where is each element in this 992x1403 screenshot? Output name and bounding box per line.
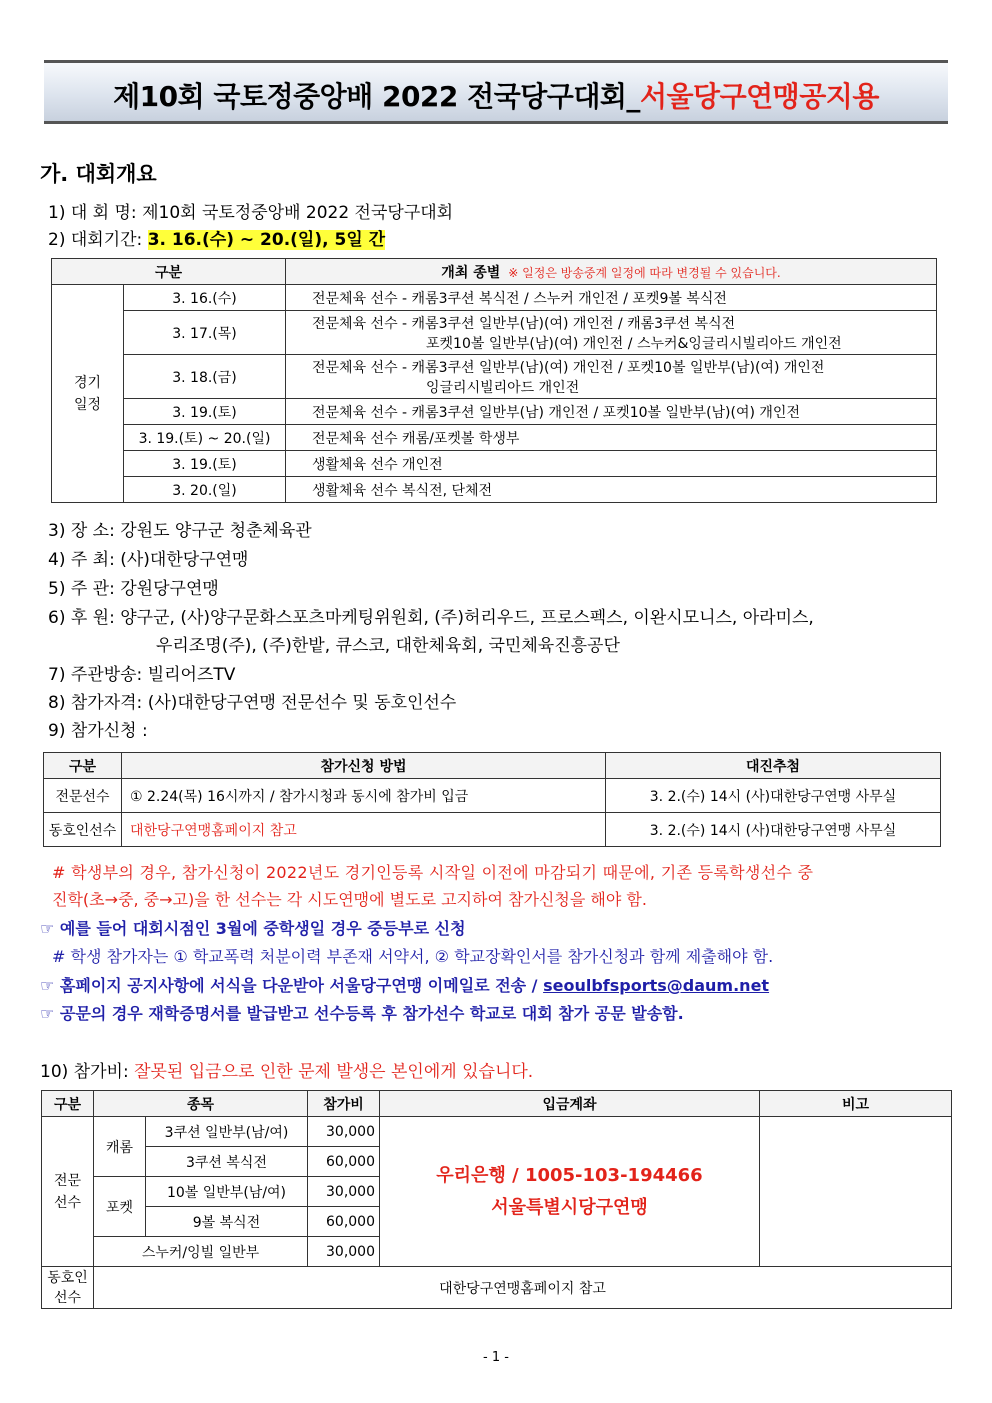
title-main: 제10회 국토정중앙배 2022 전국당구대회_ [113, 80, 640, 113]
fee-head-account: 입금계좌 [380, 1091, 760, 1117]
application-method-link[interactable]: 대한당구연맹홈페이지 참고 [122, 813, 606, 847]
schedule-event: 전문체육 선수 - 캐롬3쿠션 일반부(남)(여) 개인전 / 포켓10볼 일반부(남)(여) 개인전 잉글리시빌리아드 개인전 [286, 355, 937, 399]
detail-sponsors: 6) 후 원: 양구군, (사)양구문화스포츠마케팅위원회, (주)허리우드, 프로스펙스, 이완시모니스, 아라미스, [48, 608, 814, 628]
fee-head-event: 종목 [94, 1091, 308, 1117]
schedule-head-category: 구분 [52, 259, 286, 285]
application-draw: 3. 2.(수) 14시 (사)대한당구연맹 사무실 [606, 779, 941, 813]
application-table [43, 752, 941, 847]
fee-event: 9볼 복식전 [146, 1207, 308, 1237]
application-category: 동호인선수 [44, 813, 122, 847]
schedule-date: 3. 19.(토) [124, 451, 286, 477]
schedule-note: ※ 일정은 방송중계 일정에 따라 변경될 수 있습니다. [508, 265, 781, 280]
schedule-event: 전문체육 선수 캐롬/포켓볼 학생부 [286, 425, 937, 451]
fee-pro-label: 전문 선수 [42, 1117, 94, 1267]
overview-item-1: 1) 대 회 명: 제10회 국토정중앙배 2022 전국당구대회 [48, 203, 454, 223]
notice-documents: # 학생 참가자는 ① 학교폭력 처분이력 부존재 서약서, ② 학교장확인서를 참가신청과 함께 제출해야 함. [52, 947, 774, 966]
notice-example: ☞ 예를 들어 대회시점인 3월에 중학생일 경우 중등부로 신청 [40, 919, 466, 938]
fee-head-fee: 참가비 [308, 1091, 380, 1117]
fee-pocket-label: 포켓 [94, 1177, 146, 1237]
fee-head-category: 구분 [42, 1091, 94, 1117]
application-category: 전문선수 [44, 779, 122, 813]
notice-email: ☞ 홈페이지 공지사항에 서식을 다운받아 서울당구연맹 이메일로 전송 / seoulbfsports@daum.net [40, 976, 770, 995]
document-title [113, 75, 879, 115]
fee-amount: 30,000 [308, 1117, 380, 1147]
fee-amateur-label: 동호인 선수 [42, 1267, 94, 1309]
fee-carom-label: 캐롬 [94, 1117, 146, 1177]
fee-amount: 60,000 [308, 1147, 380, 1177]
notice-student-cont: 진학(초→중, 중→고)을 한 선수는 각 시도연맹에 별도로 고지하여 참가신청을 해야 함. [52, 890, 647, 909]
schedule-event: 생활체육 선수 복식전, 단체전 [286, 477, 937, 503]
section-heading: 가. 대회개요 [40, 162, 157, 186]
detail-organizer: 5) 주 관: 강원당구연맹 [48, 579, 219, 599]
detail-broadcast: 7) 주관방송: 빌리어즈TV [48, 665, 236, 685]
detail-venue: 3) 장 소: 강원도 양구군 청춘체육관 [48, 521, 312, 541]
application-method: ① 2.24(목) 16시까지 / 참가시청과 동시에 참가비 입금 [122, 779, 606, 813]
schedule-date: 3. 19.(토) ~ 20.(일) [124, 425, 286, 451]
fee-amount: 30,000 [308, 1177, 380, 1207]
schedule-event: 전문체육 선수 - 캐롬3쿠션 일반부(남) 개인전 / 포켓10볼 일반부(남)(여) 개인전 [286, 399, 937, 425]
schedule-date: 3. 16.(수) [124, 285, 286, 311]
detail-sponsors-cont: 우리조명(주), (주)한밭, 큐스코, 대한체육회, 국민체육진흥공단 [156, 636, 620, 656]
detail-host: 4) 주 최: (사)대한당구연맹 [48, 550, 249, 570]
notice-official-letter: ☞ 공문의 경우 재학증명서를 발급받고 선수등록 후 참가선수 학교로 대회 참가 공문 발송함. [40, 1004, 684, 1023]
notice-student: # 학생부의 경우, 참가신청이 2022년도 경기인등록 시작일 이전에 마감되기 때문에, 기존 등록학생선수 중 [52, 863, 814, 882]
fee-note [760, 1117, 952, 1267]
fee-table [41, 1090, 952, 1309]
schedule-date: 3. 20.(일) [124, 477, 286, 503]
application-head-method: 참가신청 방법 [122, 753, 606, 779]
schedule-date: 3. 19.(토) [124, 399, 286, 425]
schedule-group-label: 경기 일정 [52, 285, 124, 503]
title-accent: 서울당구연맹공지용 [639, 80, 879, 113]
page-number: - 1 - [483, 1350, 509, 1365]
event-period: 3. 16.(수) ~ 20.(일), 5일 간 [147, 230, 386, 250]
schedule-table [51, 258, 937, 503]
fee-event: 10볼 일반부(남/여) [146, 1177, 308, 1207]
application-head-draw: 대진추첨 [606, 753, 941, 779]
schedule-head-event: 개최 종별 ※ 일정은 방송중계 일정에 따라 변경될 수 있습니다. [286, 259, 937, 285]
schedule-event: 전문체육 선수 - 캐롬3쿠션 복식전 / 스누커 개인전 / 포켓9볼 복식전 [286, 285, 937, 311]
account-holder: 서울특별시당구연맹 [491, 1196, 648, 1218]
detail-application: 9) 참가신청 : [48, 721, 148, 741]
fee-head-note: 비고 [760, 1091, 952, 1117]
detail-eligibility: 8) 참가자격: (사)대한당구연맹 전문선수 및 동호인선수 [48, 693, 457, 713]
email-link[interactable]: seoulbfsports@daum.net [543, 976, 770, 995]
fee-account [380, 1117, 760, 1267]
schedule-event: 생활체육 선수 개인전 [286, 451, 937, 477]
schedule-date: 3. 17.(목) [124, 311, 286, 355]
fee-event: 스누커/잉빌 일반부 [94, 1237, 308, 1267]
schedule-date: 3. 18.(금) [124, 355, 286, 399]
application-draw: 3. 2.(수) 14시 (사)대한당구연맹 사무실 [606, 813, 941, 847]
fee-heading: 10) 참가비: 잘못된 입금으로 인한 문제 발생은 본인에게 있습니다. [40, 1062, 534, 1082]
fee-event: 3쿠션 복식전 [146, 1147, 308, 1177]
fee-amateur-value: 대한당구연맹홈페이지 참고 [94, 1267, 952, 1309]
account-number: 우리은행 / 1005-103-194466 [436, 1164, 703, 1186]
application-head-category: 구분 [44, 753, 122, 779]
fee-amount: 60,000 [308, 1207, 380, 1237]
fee-event: 3쿠션 일반부(남/여) [146, 1117, 308, 1147]
document-title-banner [44, 60, 948, 124]
fee-warning: 잘못된 입금으로 인한 문제 발생은 본인에게 있습니다. [134, 1062, 534, 1082]
fee-amount: 30,000 [308, 1237, 380, 1267]
overview-item-2: 2) 대회기간: 3. 16.(수) ~ 20.(일), 5일 간 [48, 230, 386, 250]
schedule-event: 전문체육 선수 - 캐롬3쿠션 일반부(남)(여) 개인전 / 캐롬3쿠션 복식전 포켓10볼 일반부(남)(여) 개인전 / 스누커&잉글리시빌리아드 개인전 [286, 311, 937, 355]
